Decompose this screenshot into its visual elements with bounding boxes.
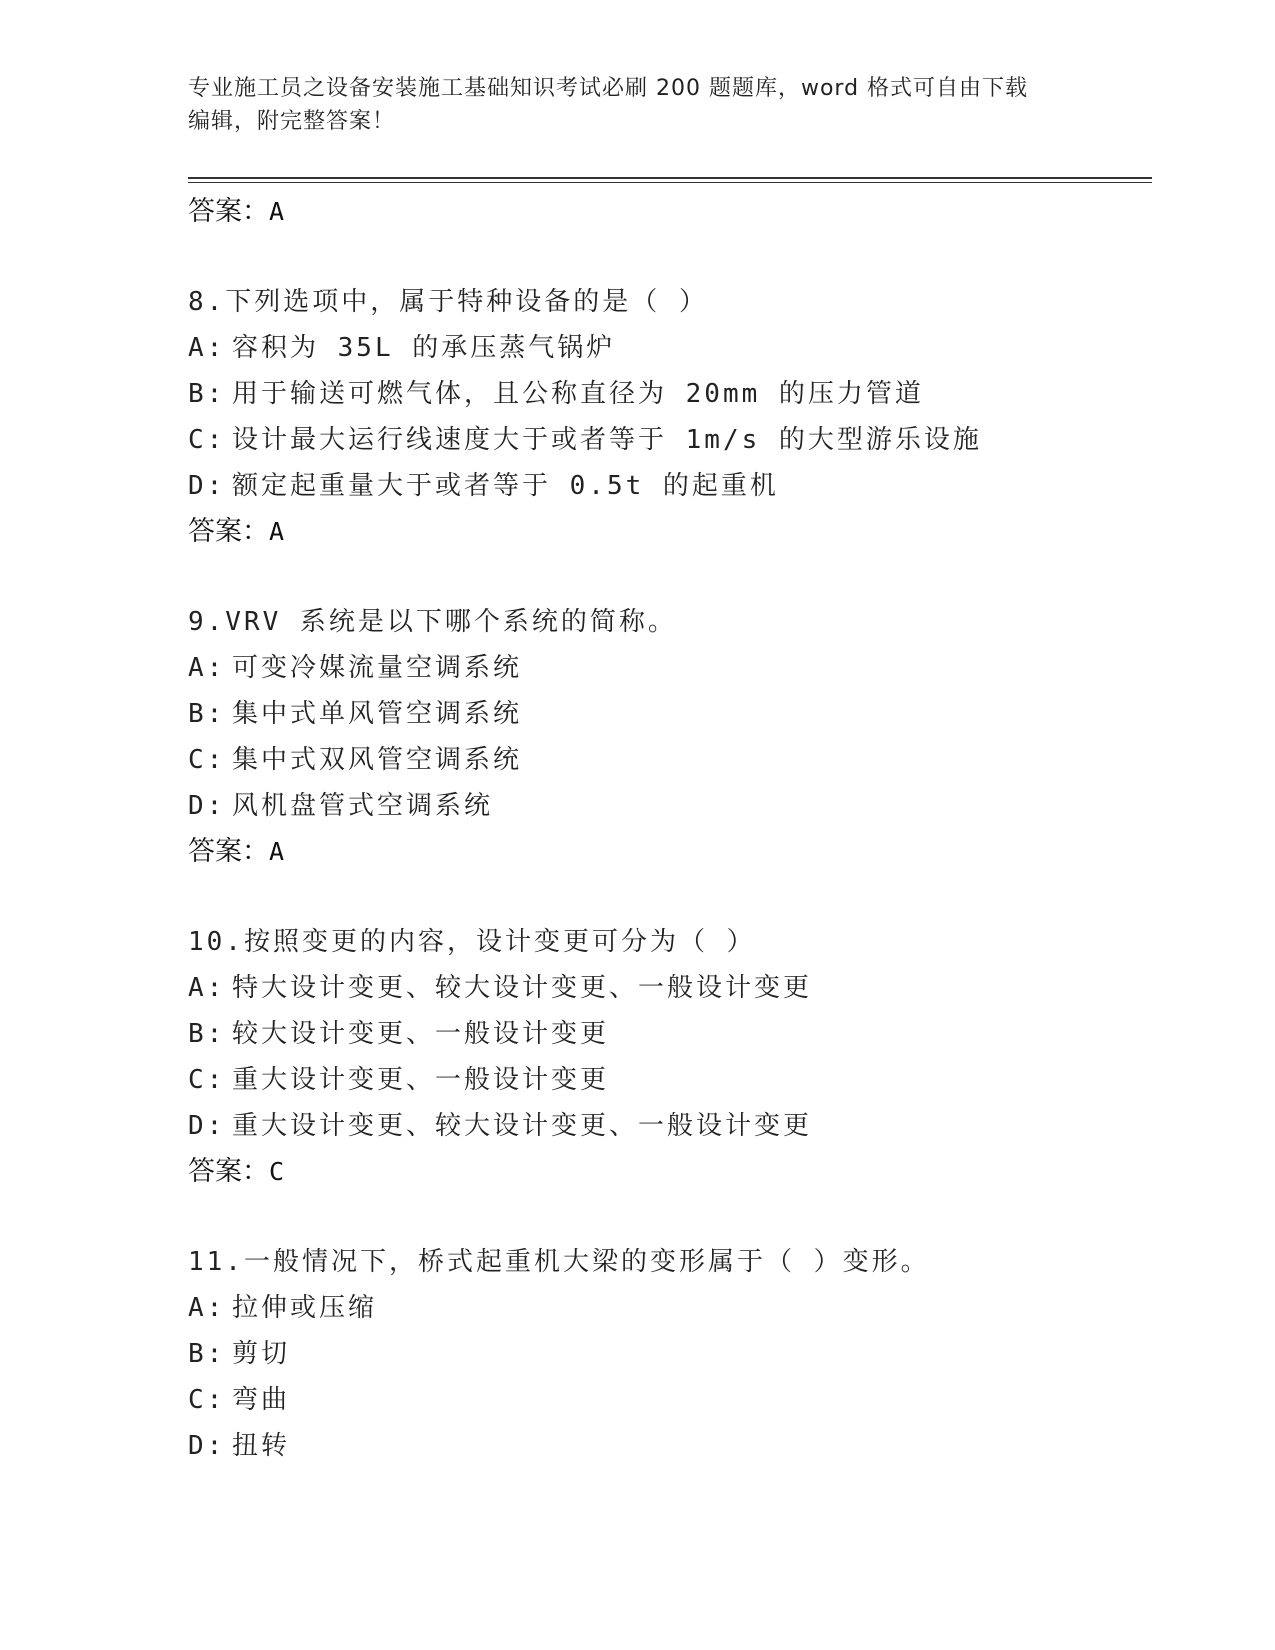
question-stem: 11.一般情况下，桥式起重机大梁的变形属于（ ）变形。 <box>188 1247 930 1277</box>
answer-label: 答案： <box>188 196 269 227</box>
option-a <box>188 1285 1152 1331</box>
option-d <box>188 463 1152 509</box>
question-block <box>188 279 1152 555</box>
answer-label: 答案： <box>188 516 269 547</box>
answer-line <box>188 1149 1152 1195</box>
option-c <box>188 1377 1152 1423</box>
question-stem: 8.下列选项中，属于特种设备的是（ ） <box>188 287 708 317</box>
option-prefix: C: <box>188 745 226 775</box>
option-text: 特大设计变更、较大设计变更、一般设计变更 <box>232 973 813 1003</box>
option-prefix: B: <box>188 699 226 729</box>
question-block <box>188 919 1152 1195</box>
option-prefix: A: <box>188 1293 226 1323</box>
option-text: 风机盘管式空调系统 <box>232 791 494 821</box>
option-b <box>188 691 1152 737</box>
answer-value: C <box>269 1157 285 1186</box>
answer-line <box>188 189 1152 235</box>
header-divider-thin <box>188 182 1152 183</box>
answer-line <box>188 829 1152 875</box>
option-prefix: A: <box>188 333 226 363</box>
answer-label: 答案： <box>188 1156 269 1187</box>
question-content <box>188 189 1152 1469</box>
question-stem: 10.按照变更的内容，设计变更可分为（ ） <box>188 927 756 957</box>
option-prefix: D: <box>188 1111 226 1141</box>
option-d <box>188 1103 1152 1149</box>
option-d <box>188 1423 1152 1469</box>
page-header <box>188 72 1088 138</box>
option-prefix: D: <box>188 471 226 501</box>
option-a <box>188 325 1152 371</box>
answer-line <box>188 509 1152 555</box>
option-text: 可变冷媒流量空调系统 <box>232 653 523 683</box>
option-prefix: B: <box>188 1019 226 1049</box>
option-b <box>188 1011 1152 1057</box>
option-text: 较大设计变更、一般设计变更 <box>232 1019 610 1049</box>
answer-value: A <box>269 517 285 546</box>
header-line-2: 编辑，附完整答案！ <box>188 109 396 134</box>
option-text: 剪切 <box>232 1339 291 1369</box>
option-text: 集中式双风管空调系统 <box>232 745 523 775</box>
option-text: 扭转 <box>232 1431 291 1461</box>
header-divider <box>188 177 1152 179</box>
option-b <box>188 371 1152 417</box>
option-text: 容积为 35L 的承压蒸气锅炉 <box>232 333 616 363</box>
question-block <box>188 1239 1152 1469</box>
option-c <box>188 1057 1152 1103</box>
option-text: 拉伸或压缩 <box>232 1293 378 1323</box>
question-stem: 9.VRV 系统是以下哪个系统的简称。 <box>188 607 677 637</box>
option-c <box>188 417 1152 463</box>
option-a <box>188 965 1152 1011</box>
option-d <box>188 783 1152 829</box>
option-b <box>188 1331 1152 1377</box>
question-block <box>188 599 1152 875</box>
option-prefix: C: <box>188 1385 226 1415</box>
option-prefix: C: <box>188 425 226 455</box>
option-prefix: D: <box>188 1431 226 1461</box>
option-prefix: B: <box>188 379 226 409</box>
answer-label: 答案： <box>188 836 269 867</box>
option-prefix: C: <box>188 1065 226 1095</box>
option-text: 设计最大运行线速度大于或者等于 1m/s 的大型游乐设施 <box>232 425 982 455</box>
option-text: 弯曲 <box>232 1385 291 1415</box>
option-prefix: D: <box>188 791 226 821</box>
option-prefix: A: <box>188 973 226 1003</box>
option-prefix: B: <box>188 1339 226 1369</box>
option-text: 用于输送可燃气体，且公称直径为 20mm 的压力管道 <box>232 379 924 409</box>
option-c <box>188 737 1152 783</box>
header-line-1: 专业施工员之设备安装施工基础知识考试必刷 200 题题库，word 格式可自由下载 <box>188 76 1029 101</box>
answer-value: A <box>269 837 285 866</box>
option-text: 重大设计变更、较大设计变更、一般设计变更 <box>232 1111 813 1141</box>
option-text: 额定起重量大于或者等于 0.5t 的起重机 <box>232 471 779 501</box>
answer-value: A <box>269 197 285 226</box>
option-text: 重大设计变更、一般设计变更 <box>232 1065 610 1095</box>
option-a <box>188 645 1152 691</box>
option-text: 集中式单风管空调系统 <box>232 699 523 729</box>
option-prefix: A: <box>188 653 226 683</box>
